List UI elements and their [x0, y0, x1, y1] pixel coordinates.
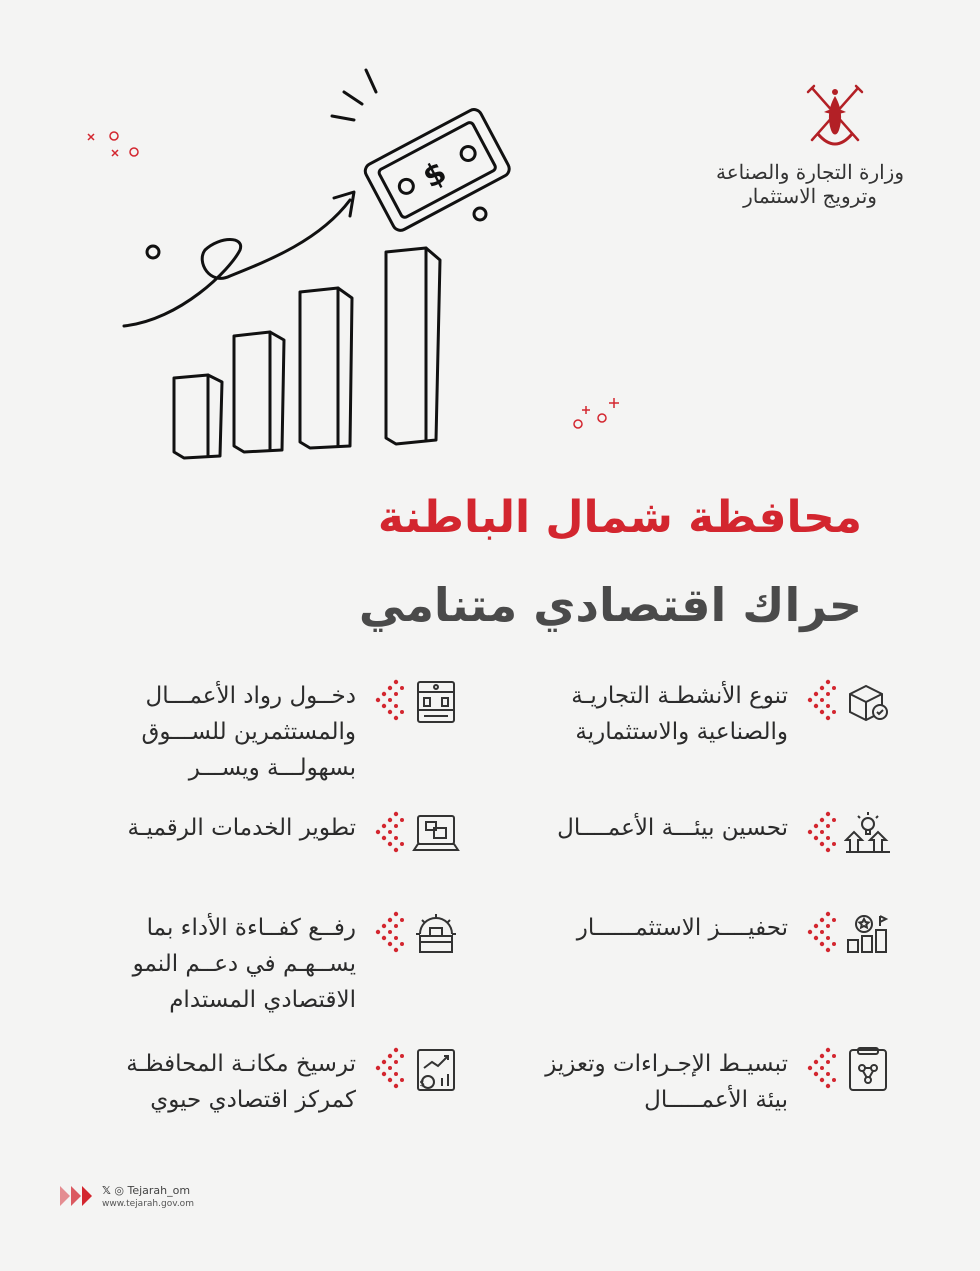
list-item — [133, 910, 460, 1018]
website-link[interactable]: www.tejarah.gov.om — [102, 1199, 194, 1209]
social-handle[interactable]: 𝕏 ◎ Tejarah_om — [102, 1184, 191, 1197]
svg-text:$: $ — [419, 1079, 425, 1089]
ministry-line-1: وزارة التجارة والصناعة — [716, 160, 904, 184]
list-item — [127, 810, 460, 858]
growth-chart-illustration — [110, 50, 590, 470]
list-item — [577, 910, 892, 958]
sparkle-decoration-icon — [84, 126, 144, 166]
red-dots-chevron-icon — [798, 1046, 838, 1090]
list-item — [126, 1046, 460, 1118]
ministry-name — [716, 160, 904, 208]
list-item — [557, 810, 892, 858]
instagram-icon: ◎ — [114, 1184, 124, 1197]
forward-arrows-icon — [60, 1184, 94, 1208]
red-dots-chevron-icon — [798, 678, 838, 722]
red-dots-chevron-icon — [366, 1046, 406, 1090]
list-item — [545, 1046, 892, 1118]
sparkle-decoration-icon — [566, 394, 626, 434]
oman-emblem-icon — [800, 78, 870, 158]
svg-text:$: $ — [417, 154, 453, 196]
product-box-icon — [844, 678, 892, 726]
investment-star-icon — [844, 910, 892, 958]
red-dots-chevron-icon — [798, 910, 838, 954]
item-text: تحفيــــز الاستثمــــــار — [576, 915, 788, 941]
item-text: تنوع الأنشطـة التجاريـة والصناعية والاستثمارية — [571, 683, 788, 745]
page-subtitle: حراك اقتصادي متنامي — [358, 578, 862, 632]
financial-growth-icon — [412, 1046, 460, 1094]
item-text: تبسيـط الإجـراءات وتعزيز بيئة الأعمـــــال — [545, 1051, 788, 1113]
red-dots-chevron-icon — [798, 810, 838, 854]
digital-services-icon — [412, 810, 460, 858]
x-social-icon: 𝕏 — [102, 1184, 111, 1197]
performance-gear-icon — [412, 910, 460, 958]
growth-idea-icon — [844, 810, 892, 858]
list-item — [571, 678, 892, 750]
item-text: رفــع كفــاءة الأداء بما يســهـم في دعــم النمو الاقتصادي المستدام — [132, 915, 356, 1013]
market-store-icon — [412, 678, 460, 726]
list-item — [142, 678, 461, 786]
item-text: تحسين بيئـــة الأعمــــال — [557, 815, 788, 841]
red-dots-chevron-icon — [366, 910, 406, 954]
ministry-line-2: وترويج الاستثمار — [743, 184, 877, 208]
item-text: دخــول رواد الأعمـــال والمستثمرين للســـوق بسهولـــة ويســـر — [141, 683, 356, 781]
item-text: تطوير الخدمات الرقميـة — [127, 815, 356, 841]
procedures-chart-icon — [844, 1046, 892, 1094]
red-dots-chevron-icon — [366, 678, 406, 722]
red-dots-chevron-icon — [366, 810, 406, 854]
page-title: محافظة شمال الباطنة — [377, 492, 862, 543]
item-text: ترسيخ مكانـة المحافظـة كمركز اقتصادي حيوي — [126, 1051, 356, 1113]
